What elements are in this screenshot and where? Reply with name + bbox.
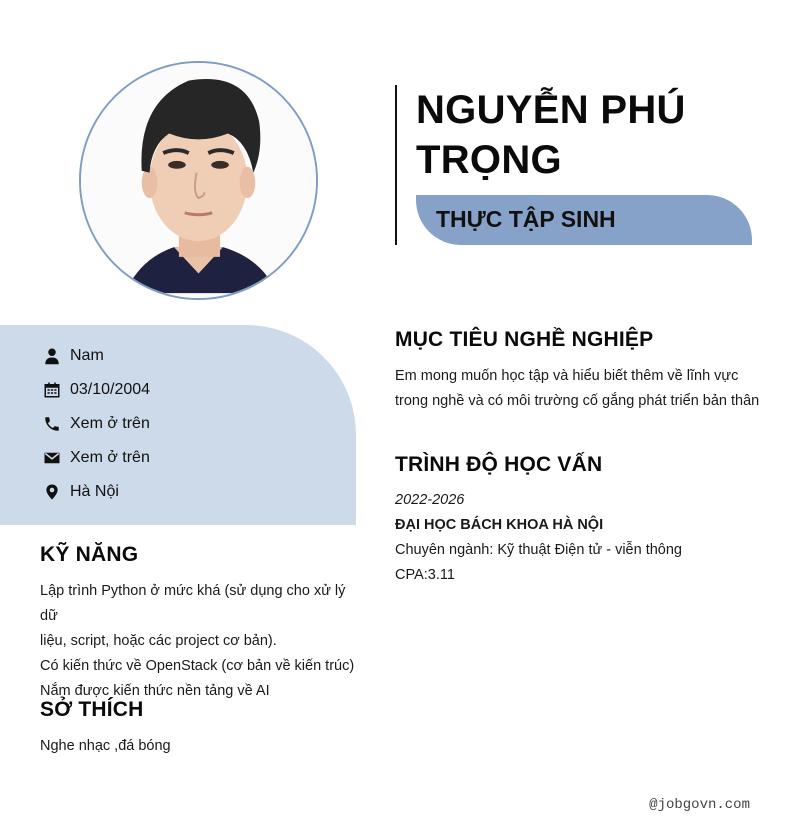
contact-birthdate [43, 378, 150, 402]
job-title: THỰC TẬP SINH [436, 206, 616, 232]
portrait-image [81, 63, 316, 298]
contact-gender-value: Nam [70, 347, 104, 364]
phone-icon [43, 415, 61, 433]
location-icon [43, 483, 61, 501]
profile-photo [79, 61, 318, 300]
full-name [416, 85, 686, 185]
skill-line: Lập trình Python ở mức khá (sử dụng cho xử lý dữ [40, 583, 346, 624]
contact-location [43, 480, 119, 504]
watermark: @jobgovn.com [649, 797, 750, 813]
person-icon [43, 347, 61, 365]
objective-line: Em mong muốn học tập và hiểu biết thêm về lĩnh vực [395, 368, 739, 384]
contact-email-value: Xem ở trên [70, 449, 150, 466]
education-details [395, 488, 765, 588]
job-title-band [416, 195, 752, 245]
contact-gender [43, 344, 104, 368]
skills-list [40, 579, 360, 704]
objective-title: MỤC TIÊU NGHỀ NGHIỆP [395, 328, 654, 351]
name-line-2: TRỌNG [416, 138, 562, 182]
education-period: 2022-2026 [395, 492, 465, 508]
hobbies-text: Nghe nhạc ,đá bóng [40, 738, 171, 754]
header-name-block [395, 85, 755, 245]
objective-text [395, 364, 765, 414]
skill-line: Có kiến thức về OpenStack (cơ bản về kiến trúc) [40, 658, 355, 674]
education-cpa: CPA:3.11 [395, 567, 455, 583]
name-line-1: NGUYỄN PHÚ [416, 88, 686, 132]
education-title: TRÌNH ĐỘ HỌC VẤN [395, 453, 603, 476]
contact-birthdate-value: 03/10/2004 [70, 381, 151, 398]
skill-line: Nắm được kiến thức nền tảng về AI [40, 683, 270, 699]
calendar-icon [43, 381, 61, 399]
skills-title: KỸ NĂNG [40, 543, 139, 566]
contact-phone-value: Xem ở trên [70, 415, 150, 432]
contact-email [43, 446, 150, 470]
objective-line: trong nghề và có môi trường cố gắng phát triển bản thân [395, 393, 760, 409]
education-school: ĐẠI HỌC BÁCH KHOA HÀ NỘI [395, 517, 604, 533]
contact-phone [43, 412, 150, 436]
contact-panel [0, 325, 356, 525]
skill-line: liệu, script, hoặc các project cơ bản). [40, 633, 277, 649]
education-major: Chuyên ngành: Kỹ thuật Điện tử - viễn thông [395, 542, 682, 558]
email-icon [43, 449, 61, 467]
contact-location-value: Hà Nội [70, 483, 119, 500]
hobbies-title: SỞ THÍCH [40, 698, 144, 721]
